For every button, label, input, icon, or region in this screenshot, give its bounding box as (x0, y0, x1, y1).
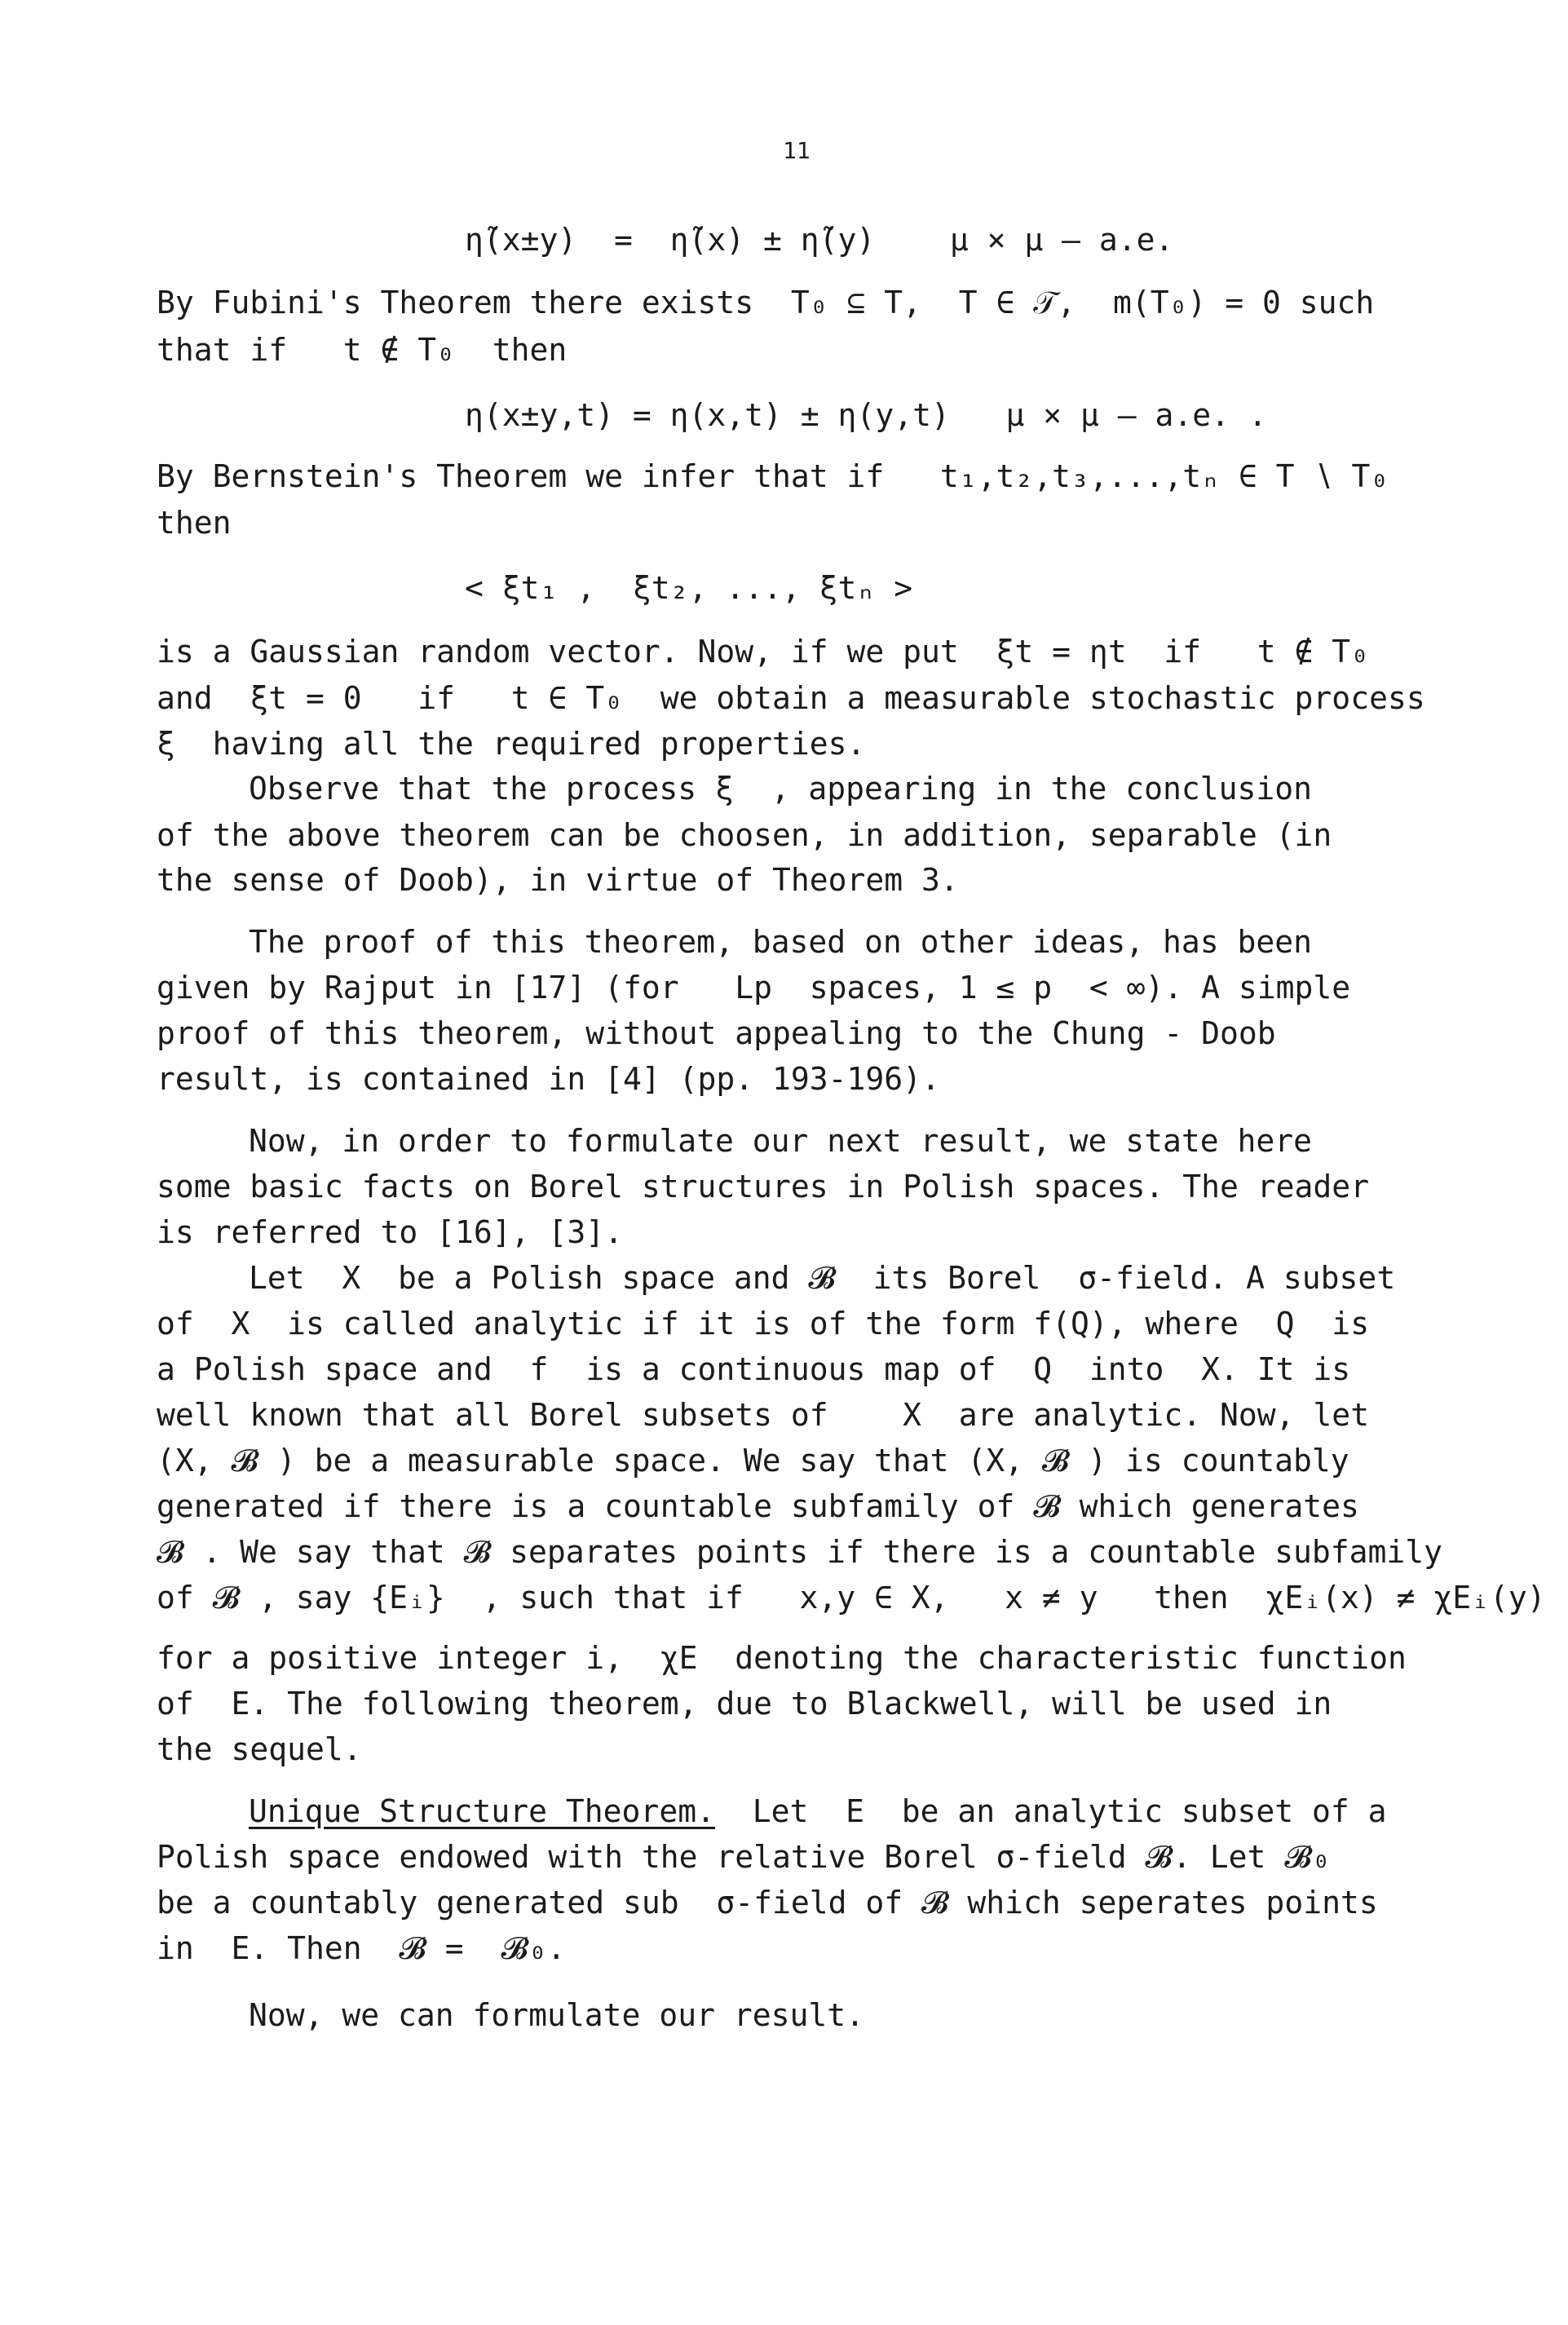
text-line: result, is contained in [4] (pp. 193-196). (157, 1061, 940, 1097)
text-line: some basic facts on Borel structures in Polish spaces. The reader (157, 1169, 1370, 1204)
text-line: a Polish space and f is a continuous map of Q into X. It is (157, 1351, 1351, 1387)
text-line: (X, 𝓑 ) be a measurable space. We say that (X, 𝓑 ) is countably (157, 1443, 1349, 1479)
text-line: for a positive integer i, χE denoting the characteristic function (157, 1640, 1407, 1676)
text-line: of the above theorem can be choosen, in addition, separable (in (157, 817, 1332, 853)
equation-eta: η(x±y,t) = η(x,t) ± η(y,t) μ × μ – a.e. . (465, 397, 1267, 433)
text-line: By Fubini's Theorem there exists T₀ ⊆ T, T ∈ 𝒯, m(T₀) = 0 such (157, 285, 1375, 320)
text-line: in E. Then 𝓑 = 𝓑₀. (157, 1930, 566, 1966)
theorem-title: Unique Structure Theorem. (249, 1793, 715, 1829)
text-line: Polish space endowed with the relative Borel σ-field 𝓑. Let 𝓑₀ (157, 1839, 1331, 1875)
text-line: given by Rajput in [17] (for Lp spaces, 1 ≤ p < ∞). A simple (157, 970, 1351, 1006)
text-line: The proof of this theorem, based on other ideas, has been (249, 924, 1313, 960)
text-line: of E. The following theorem, due to Blackwell, will be used in (157, 1686, 1332, 1722)
text-line: the sense of Doob), in virtue of Theorem 3. (157, 862, 959, 898)
text-line: is a Gaussian random vector. Now, if we put ξt = ηt if t ∉ T₀ (157, 634, 1370, 670)
text-line: be a countably generated sub σ-field of 𝓑 which seperates points (157, 1885, 1378, 1921)
text-line: 𝓑 . We say that 𝓑 separates points if there is a countable subfamily (157, 1534, 1442, 1570)
text-line: of 𝓑 , say {Eᵢ} , such that if x,y ∈ X, x ≠ y then χEᵢ(x) ≠ χEᵢ(y) (157, 1580, 1546, 1616)
text-line: and ξt = 0 if t ∈ T₀ we obtain a measurable stochastic process (157, 680, 1425, 716)
text-line: Now, we can formulate our result. (249, 1997, 864, 2033)
text-line: well known that all Borel subsets of X are analytic. Now, let (157, 1397, 1370, 1433)
page-number: 11 (783, 137, 811, 164)
text-line: proof of this theorem, without appealing to the Chung - Doob (157, 1015, 1276, 1051)
text-line: that if t ∉ T₀ then (157, 332, 568, 368)
text-line: generated if there is a countable subfamily of 𝓑 which generates (157, 1488, 1359, 1524)
text-line: is referred to [16], [3]. (157, 1214, 623, 1250)
text-line: Let X be a Polish space and 𝓑 its Borel σ-field. A subset (249, 1260, 1396, 1296)
theorem-text: Let E be an analytic subset of a (714, 1793, 1387, 1829)
equation-eta-tilde: η̃(x±y) = η̃(x) ± η̃(y) μ × μ – a.e. (465, 222, 1174, 258)
text-line: of X is called analytic if it is of the form f(Q), where Q is (157, 1306, 1370, 1342)
text-line: Observe that the process ξ , appearing in the conclusion (249, 771, 1313, 807)
text-line: ξ having all the required properties. (157, 726, 866, 762)
text-line: By Bernstein's Theorem we infer that if t₁,t₂,t₃,...,tₙ ∈ T ∖ T₀ (157, 458, 1389, 494)
text-line: then (157, 505, 232, 541)
text-line: the sequel. (157, 1731, 362, 1767)
text-line: Now, in order to formulate our next result, we state here (249, 1123, 1313, 1159)
equation-gaussian-vector: < ξt₁ , ξt₂, ..., ξtₙ > (465, 570, 913, 606)
theorem-first-line (249, 1793, 1387, 1829)
